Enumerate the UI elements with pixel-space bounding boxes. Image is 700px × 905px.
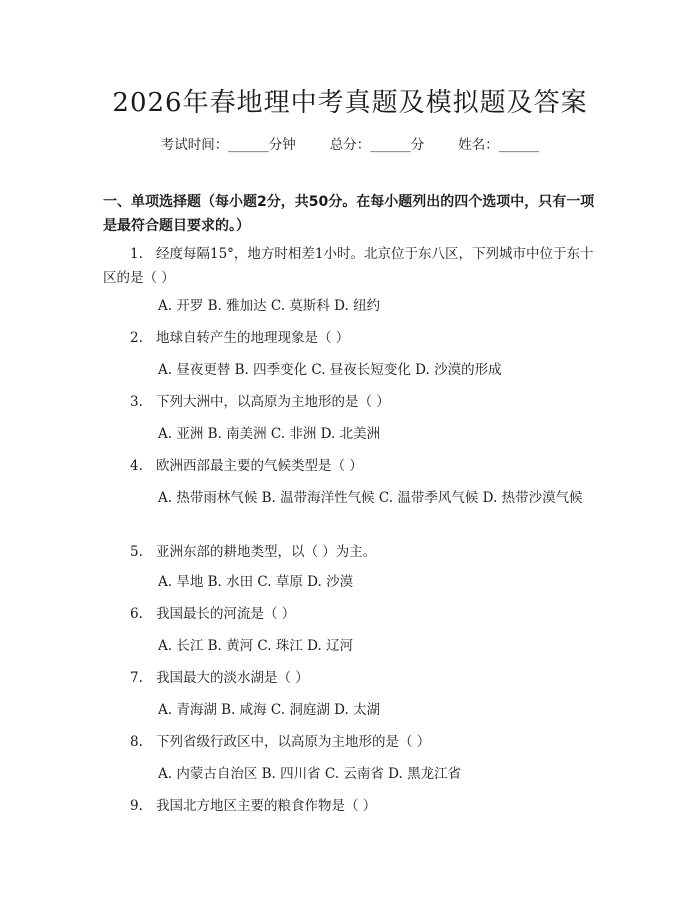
options-text: A. 昼夜更替 B. 四季变化 C. 昼夜长短变化 D. 沙漠的形成 [158, 362, 502, 378]
question-stem: 我国最长的河流是（ ） [156, 606, 296, 622]
total-score-label: 总分：______分 [329, 137, 425, 153]
question-2-options [103, 358, 598, 382]
question-6-options [103, 634, 598, 658]
options-text: A. 内蒙古自治区 B. 四川省 C. 云南省 D. 黑龙江省 [158, 766, 462, 782]
question-7 [103, 666, 598, 690]
exam-meta [0, 133, 700, 153]
question-4-options [103, 486, 598, 510]
page-title: 2026年春地理中考真题及模拟题及答案 [112, 88, 588, 118]
question-9 [103, 794, 598, 818]
question-2 [103, 326, 598, 350]
options-text: A. 长江 B. 黄河 C. 珠江 D. 辽河 [158, 638, 354, 654]
question-stem: 我国最大的淡水湖是（ ） [156, 670, 309, 686]
question-number: 8. [130, 734, 143, 750]
question-number: 6. [130, 606, 143, 622]
question-number: 7. [130, 670, 143, 686]
name-label: 姓名：______ [458, 137, 540, 153]
options-text: A. 青海湖 B. 咸海 C. 洞庭湖 D. 太湖 [158, 702, 381, 718]
question-stem: 我国北方地区主要的粮食作物是（ ） [156, 798, 377, 814]
question-5 [103, 540, 598, 564]
question-8 [103, 730, 598, 754]
question-number: 5. [130, 544, 143, 560]
exam-time-label: 考试时间：______分钟 [160, 137, 296, 153]
question-stem: 经度每隔15°，地方时相差1小时。北京位于东八区，下列城市中位于东十区的是（ ） [103, 246, 594, 286]
question-number: 9. [130, 798, 143, 814]
question-3-options [103, 422, 598, 446]
options-text: A. 旱地 B. 水田 C. 草原 D. 沙漠 [158, 574, 354, 590]
options-text: A. 亚洲 B. 南美洲 C. 非洲 D. 北美洲 [158, 426, 381, 442]
question-6 [103, 602, 598, 626]
question-number: 1. [130, 246, 143, 262]
question-stem: 亚洲东部的耕地类型，以（ ）为主。 [156, 544, 377, 560]
section-heading: 一、单项选择题（每小题2分，共50分。在每小题列出的四个选项中，只有一项是最符合题目要求的。） [103, 194, 595, 234]
options-text: A. 热带雨林气候 B. 温带海洋性气候 C. 温带季风气候 D. 热带沙漠气候 [158, 490, 583, 506]
question-number: 3. [130, 394, 143, 410]
options-text: A. 开罗 B. 雅加达 C. 莫斯科 D. 纽约 [158, 298, 381, 314]
question-stem: 下列省级行政区中，以高原为主地形的是（ ） [156, 734, 431, 750]
question-stem: 下列大洲中，以高原为主地形的是（ ） [156, 394, 390, 410]
question-stem: 地球自转产生的地理现象是（ ） [156, 330, 350, 346]
question-stem: 欧洲西部最主要的气候类型是（ ） [156, 458, 363, 474]
question-3 [103, 390, 598, 414]
question-7-options [103, 698, 598, 722]
question-4 [103, 454, 598, 478]
question-5-options [103, 570, 598, 594]
question-1-options [103, 294, 598, 318]
question-number: 4. [130, 458, 143, 474]
question-8-options [103, 762, 598, 786]
question-number: 2. [130, 330, 143, 346]
question-1 [103, 242, 598, 290]
